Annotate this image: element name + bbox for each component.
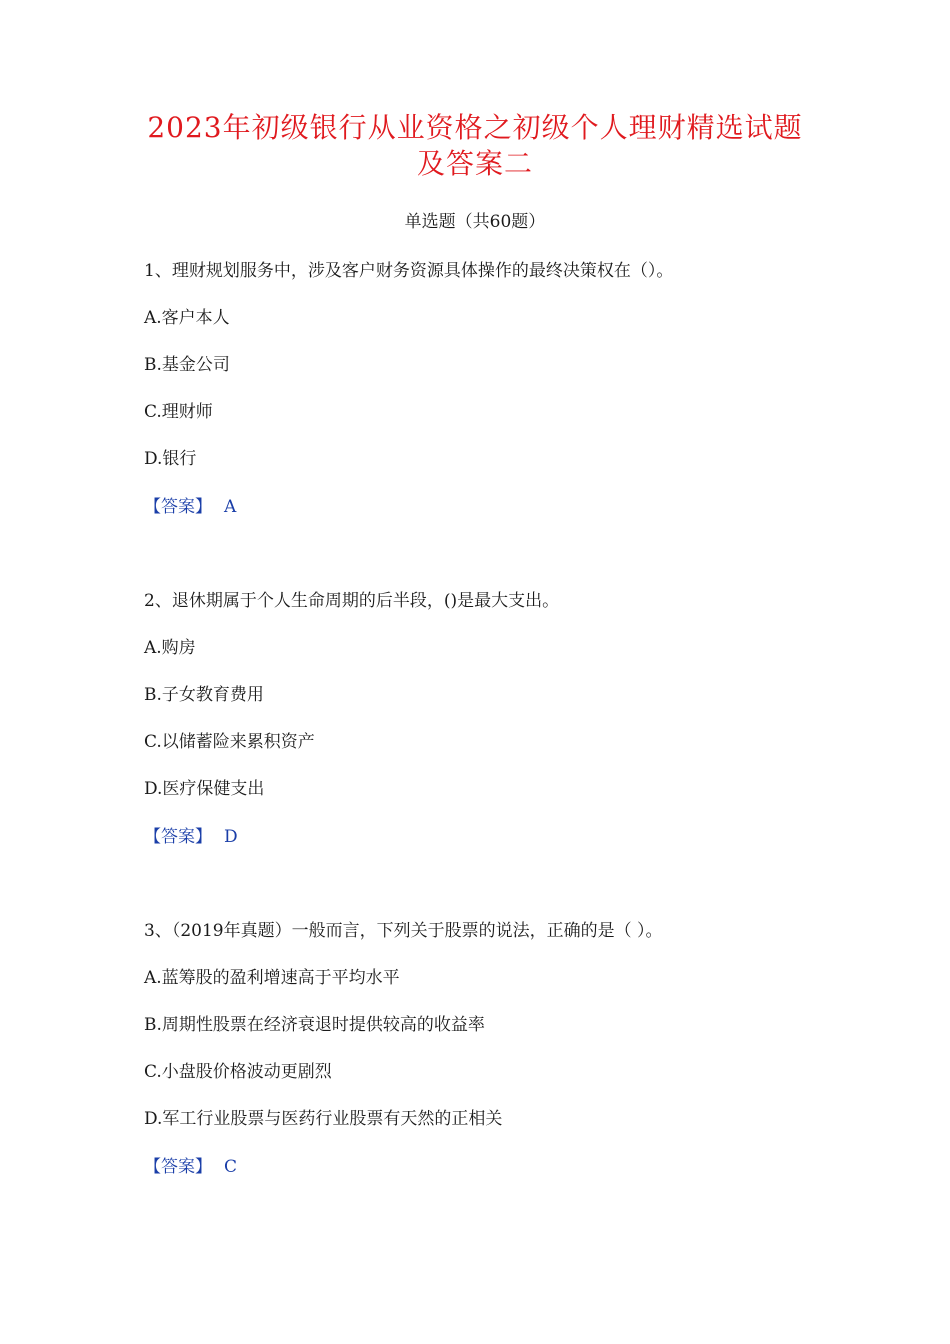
question-1-option-b: B.基金公司 [144,355,230,375]
answer-value: A [224,497,237,517]
question-2-option-a: A.购房 [144,638,196,658]
question-2-option-b: B.子女教育费用 [144,685,264,705]
question-2-answer [144,825,238,849]
question-1-option-c: C.理财师 [144,402,213,422]
question-3-option-c: C.小盘股价格波动更剧烈 [144,1062,332,1082]
question-1-option-a: A.客户本人 [144,308,230,328]
answer-value: D [224,827,238,847]
question-2-option-c: C.以储蓄险来累积资产 [144,732,315,752]
section-heading: 单选题（共60题） [404,212,546,232]
question-3-option-a: A.蓝筹股的盈利增速高于平均水平 [144,968,400,988]
document-title-line-1: 2023年初级银行从业资格之初级个人理财精选试题 [147,111,803,144]
answer-label: 【答案】 [144,1157,212,1177]
answer-label: 【答案】 [144,497,212,517]
question-3-option-b: B.周期性股票在经济衰退时提供较高的收益率 [144,1015,485,1035]
question-1-answer [144,495,236,519]
question-2-option-d: D.医疗保健支出 [144,779,265,799]
question-3-stem: 3、（2019年真题）一般而言，下列关于股票的说法，正确的是（ ）。 [144,921,663,941]
answer-value: C [224,1157,238,1177]
question-1-option-d: D.银行 [144,449,197,469]
document-title-line-2: 及答案二 [416,147,533,180]
question-1-stem: 1、理财规划服务中，涉及客户财务资源具体操作的最终决策权在（）。 [144,261,674,281]
question-2-stem: 2、退休期属于个人生命周期的后半段，()是最大支出。 [144,591,560,611]
question-3-answer [144,1155,237,1179]
answer-label: 【答案】 [144,827,212,847]
question-3-option-d: D.军工行业股票与医药行业股票有天然的正相关 [144,1109,503,1129]
